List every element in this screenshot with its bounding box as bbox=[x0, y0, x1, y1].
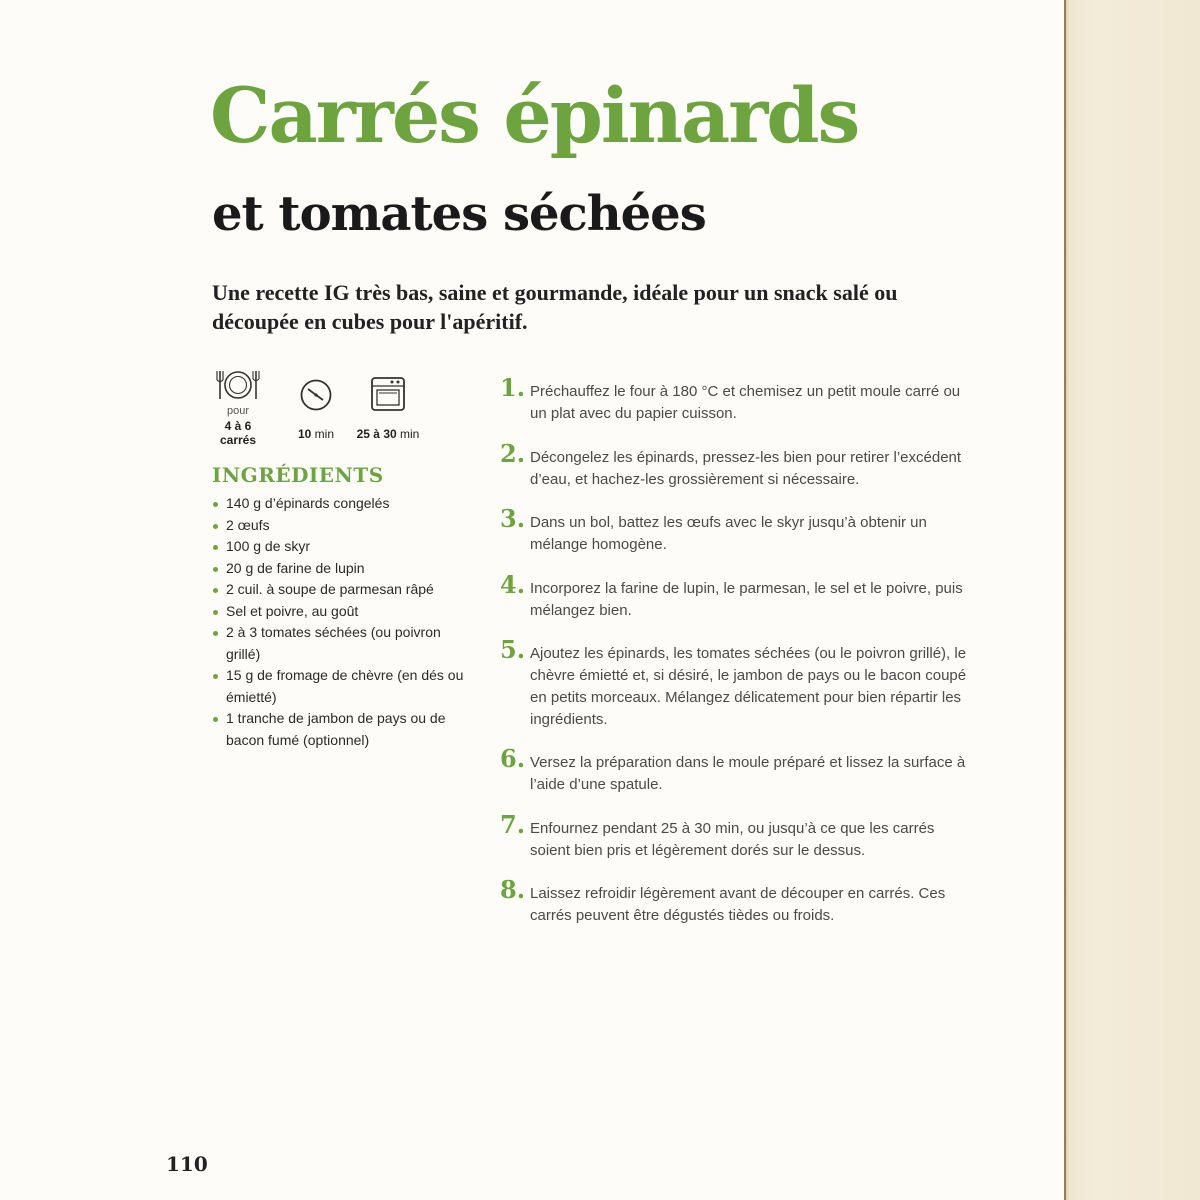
step-text: Laissez refroidir légèrement avant de découper en carrés. Ces carrés peuvent être dégustés tièdes ou froids. bbox=[530, 885, 946, 924]
ingredients-heading: INGRÉDIENTS bbox=[212, 463, 384, 487]
prep-time-value: 10 bbox=[297, 427, 312, 441]
servings-label: pour bbox=[226, 405, 250, 417]
plate-cutlery-icon bbox=[205, 368, 271, 407]
step-text: Versez la préparation dans le moule préparé et lissez la surface à l’aide d’une spatule. bbox=[530, 754, 966, 793]
step-item bbox=[500, 571, 970, 637]
step-text: Ajoutez les épinards, les tomates séchées (ou le poivron grillé), le chèvre émietté et, si désiré, le jambon de pays ou le bacon coupé en petits morceaux. Mélangez délicatement pour bien répartir les ingrédients. bbox=[530, 645, 967, 728]
prep-time-unit: min bbox=[314, 427, 335, 441]
cook-time-info bbox=[352, 368, 424, 441]
prep-time-info bbox=[290, 368, 342, 441]
step-number: 8. bbox=[500, 875, 526, 904]
step-text: Décongelez les épinards, pressez-les bien pour retirer l’excédent d’eau, et hachez-les grossièrement si nécessaire. bbox=[530, 448, 962, 488]
ingredient-item: 2 à 3 tomates séchées (ou poivron grillé) bbox=[212, 622, 472, 665]
recipe-title: Carrés épinards bbox=[210, 71, 859, 160]
ingredient-item: 15 g de fromage de chèvre (en dés ou émietté) bbox=[212, 665, 472, 708]
ingredient-item: 20 g de farine de lupin bbox=[212, 558, 472, 580]
cook-time-unit: min bbox=[400, 427, 420, 441]
recipe-intro: Une recette IG très bas, saine et gourmande, idéale pour un snack salé ou découpée en cubes pour l'apéritif. bbox=[212, 280, 898, 334]
step-item bbox=[500, 636, 970, 745]
clock-icon bbox=[290, 378, 342, 417]
page-number: 110 bbox=[166, 1152, 208, 1176]
step-number: 6. bbox=[500, 744, 526, 773]
step-number: 2. bbox=[500, 438, 526, 468]
ingredient-item: 2 œufs bbox=[212, 515, 472, 537]
step-number: 1. bbox=[500, 373, 526, 402]
step-item bbox=[500, 745, 970, 811]
oven-icon bbox=[352, 376, 424, 417]
step-number: 4. bbox=[500, 569, 526, 599]
step-item bbox=[500, 505, 970, 571]
ingredients-list bbox=[212, 493, 472, 751]
servings-info bbox=[205, 368, 271, 447]
cook-time-value: 25 à 30 bbox=[356, 427, 397, 441]
step-item bbox=[500, 374, 970, 440]
servings-value: 4 à 6 carrés bbox=[219, 419, 257, 447]
book-spine-edge bbox=[1064, 0, 1200, 1200]
step-number: 5. bbox=[500, 635, 526, 664]
ingredient-item: 140 g d’épinards congelés bbox=[212, 493, 472, 515]
ingredient-item: 100 g de skyr bbox=[212, 536, 472, 558]
steps-list bbox=[500, 374, 970, 942]
step-item bbox=[500, 876, 970, 942]
step-text: Préchauffez le four à 180 °C et chemisez un petit moule carré ou un plat avec du papier cuisson. bbox=[530, 383, 961, 422]
step-item bbox=[500, 811, 970, 877]
step-text: Dans un bol, battez les œufs avec le skyr jusqu’à obtenir un mélange homogène. bbox=[530, 514, 927, 553]
step-text: Incorporez la farine de lupin, le parmesan, le sel et le poivre, puis mélangez bien. bbox=[530, 579, 963, 619]
step-item bbox=[500, 440, 970, 506]
ingredient-item: Sel et poivre, au goût bbox=[212, 601, 472, 623]
step-text: Enfournez pendant 25 à 30 min, ou jusqu’à ce que les carrés soient bien pris et légèrement dorés sur le dessus. bbox=[530, 819, 935, 859]
step-number: 7. bbox=[500, 809, 526, 839]
ingredient-item: 2 cuil. à soupe de parmesan râpé bbox=[212, 579, 472, 601]
recipe-subtitle: et tomates séchées bbox=[212, 186, 706, 242]
step-number: 3. bbox=[500, 504, 526, 533]
ingredient-item: 1 tranche de jambon de pays ou de bacon fumé (optionnel) bbox=[212, 708, 472, 751]
